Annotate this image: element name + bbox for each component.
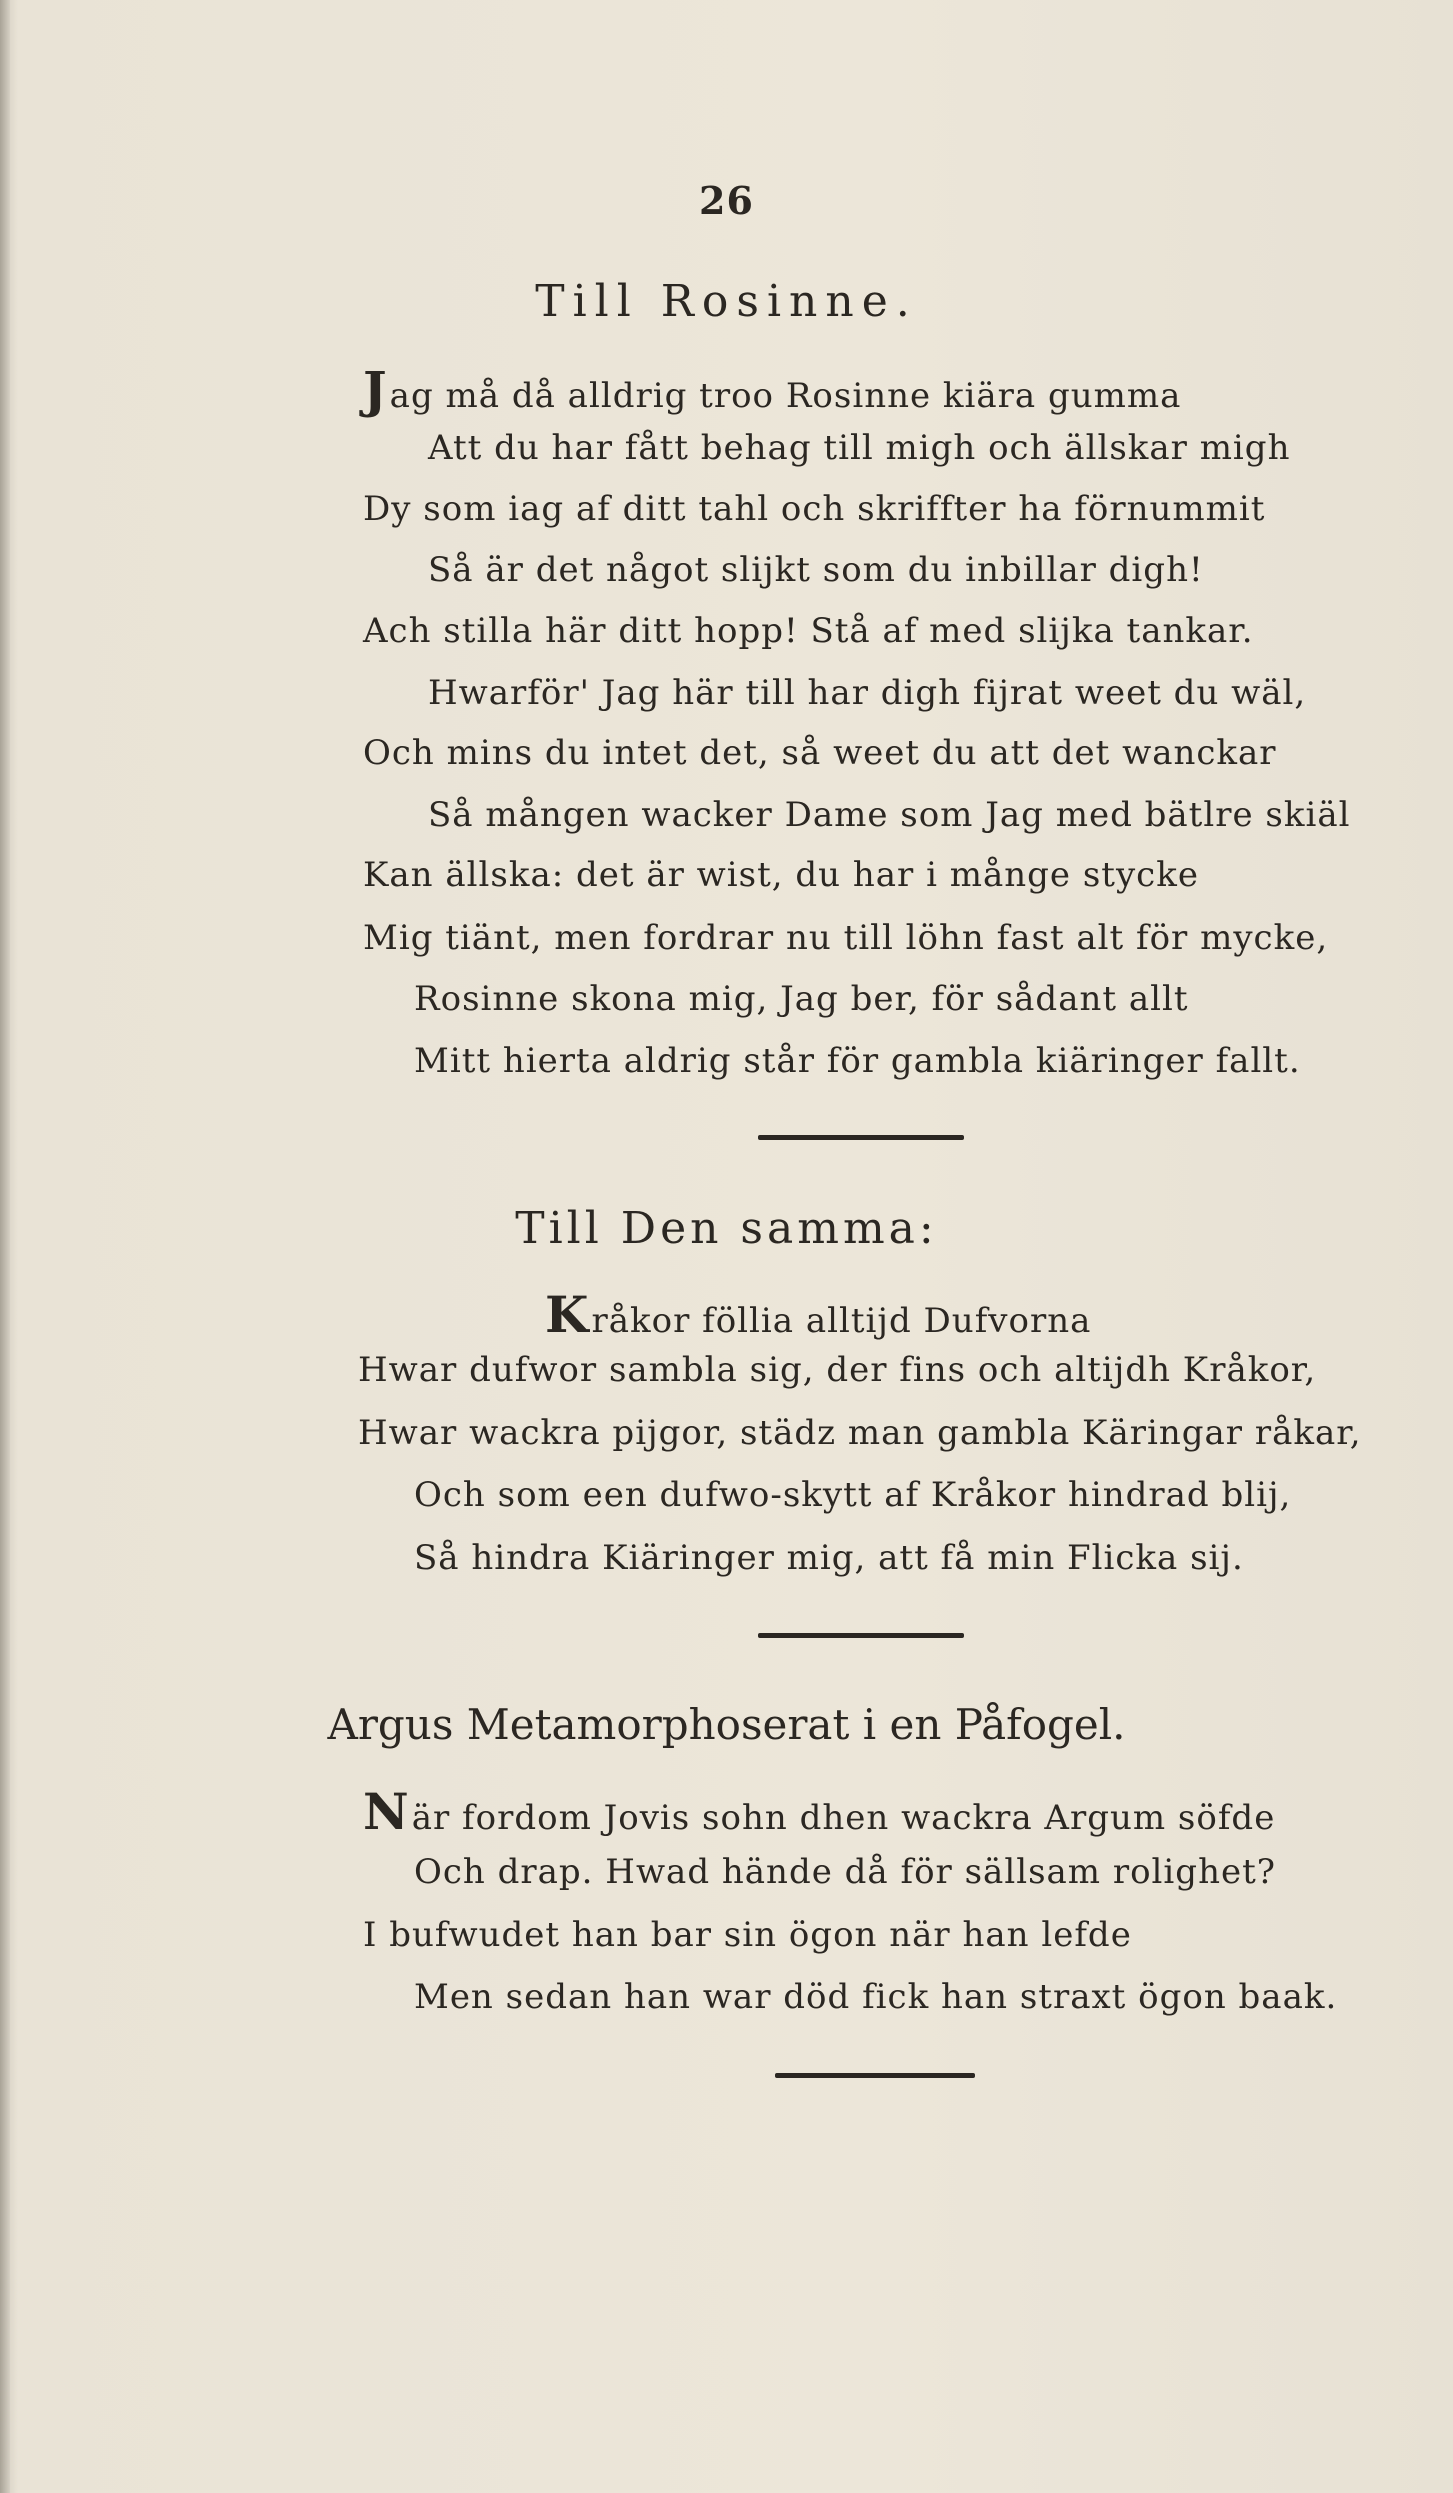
line-text: ag må då alldrig troo Rosinne kiära gumma [389, 376, 1182, 416]
section-divider [758, 1633, 964, 1638]
poem-line [363, 1782, 1275, 1841]
poem-line: Och som een dufwo-skytt af Kråkor hindrad blij, [414, 1475, 1292, 1515]
section-title-argus: Argus Metamorphoserat i en Påfogel. [327, 1700, 1126, 1749]
poem-line: Hwar wackra pijgor, städz man gambla Käringar råkar, [358, 1413, 1362, 1453]
poem-line: I bufwudet han bar sin ögon när han lefde [363, 1915, 1132, 1955]
poem-line: Ach stilla här ditt hopp! Stå af med slijka tankar. [363, 611, 1254, 651]
poem-line: Och mins du intet det, så weet du att det wanckar [363, 733, 1277, 773]
dropcap: K [545, 1285, 590, 1344]
section-title-till-den-samma: Till Den samma: [515, 1203, 938, 1254]
poem-line: Hwar dufwor sambla sig, der fins och altijdh Kråkor, [358, 1350, 1317, 1390]
poem-line: Mig tiänt, men fordrar nu till löhn fast alt för mycke, [363, 918, 1329, 958]
poem-line: Hwarför' Jag här till har digh fijrat weet du wäl, [428, 673, 1307, 713]
poem-line: Rosinne skona mig, Jag ber, för sådant allt [414, 979, 1189, 1019]
poem-line: Och drap. Hwad hände då för sällsam rolighet? [414, 1852, 1276, 1892]
page-number: 26 [699, 178, 754, 223]
poem-line: Så mången wacker Dame som Jag med bätlre skiäl [428, 795, 1351, 835]
poem-line [545, 1285, 1091, 1344]
section-title-till-rosinne: Till Rosinne. [535, 276, 918, 327]
line-text: råkor föllia alltijd Dufvorna [591, 1301, 1092, 1341]
poem-line: Att du har fått behag till migh och ällskar migh [428, 428, 1291, 468]
poem-line: Så är det något slijkt som du inbillar digh! [428, 550, 1204, 590]
dropcap: J [363, 360, 388, 419]
section-divider [758, 1135, 964, 1140]
poem-line: Dy som iag af ditt tahl och skriffter ha förnummit [363, 489, 1266, 529]
poem-line [363, 360, 1181, 419]
dropcap: N [363, 1782, 410, 1841]
line-text: är fordom Jovis sohn dhen wackra Argum söfde [411, 1798, 1276, 1838]
poem-line: Mitt hierta aldrig står för gambla kiäringer fallt. [414, 1041, 1301, 1081]
poem-line: Kan ällska: det är wist, du har i månge stycke [363, 855, 1199, 895]
poem-line: Men sedan han war död fick han straxt ögon baak. [414, 1977, 1338, 2017]
poem-line: Så hindra Kiäringer mig, att få min Flicka sij. [414, 1538, 1244, 1578]
section-divider [775, 2073, 975, 2078]
